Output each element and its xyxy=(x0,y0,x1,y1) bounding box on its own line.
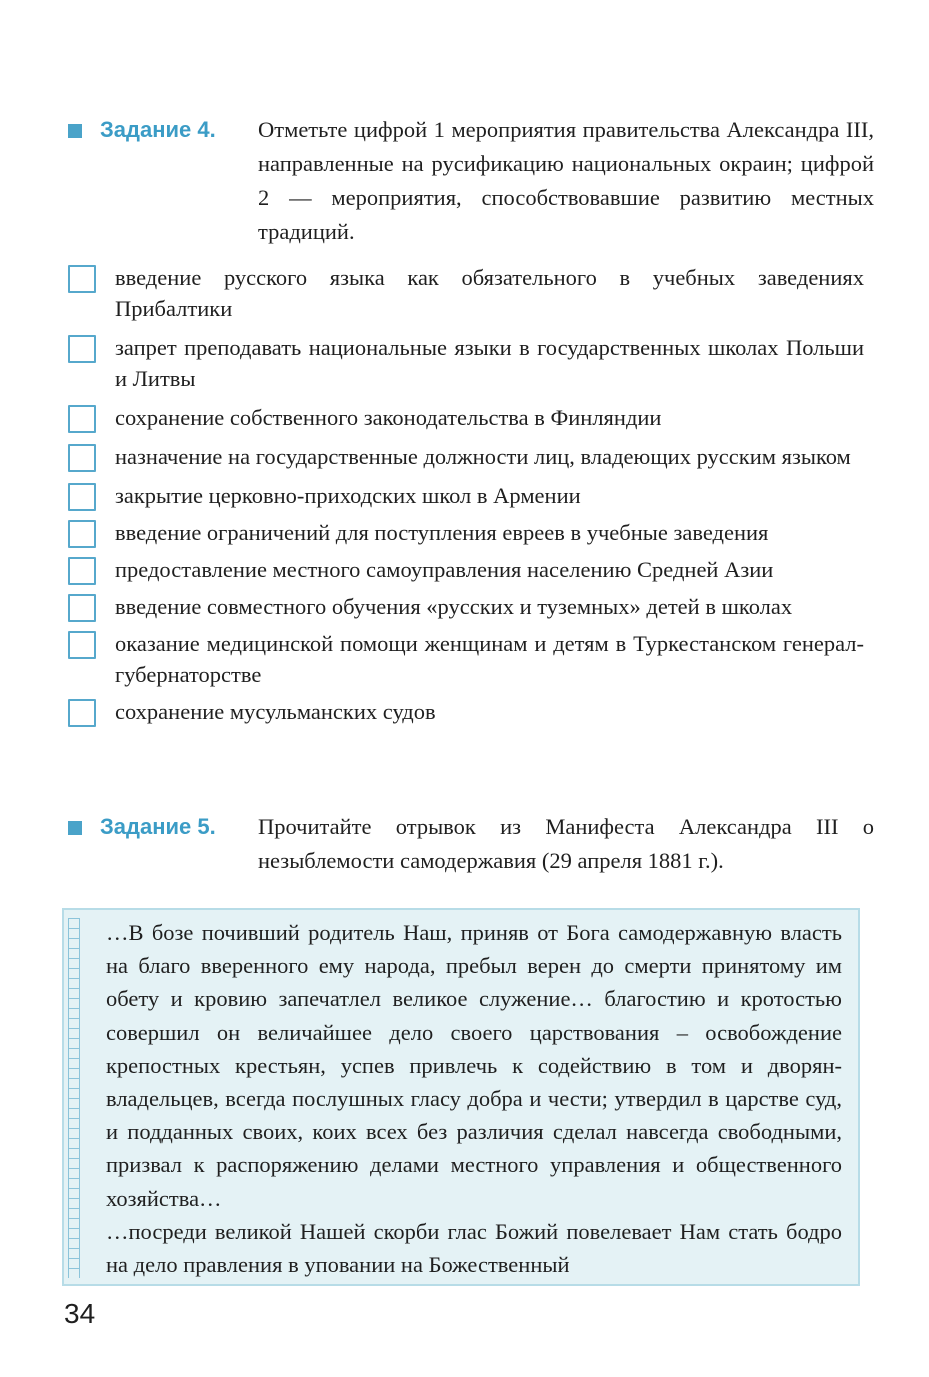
manifesto-quote-box xyxy=(62,908,860,1286)
option-text: закрытие церковно-приходских школ в Армении xyxy=(115,483,581,508)
task-4-options-list xyxy=(68,262,864,727)
answer-checkbox[interactable] xyxy=(68,699,96,727)
answer-checkbox[interactable] xyxy=(68,405,96,433)
option-item xyxy=(68,517,864,548)
quote-paragraph: …посреди великой Нашей скорби глас Божий повелевает Нам стать бодро на дело правления в уповании на Божественный xyxy=(106,1218,842,1278)
option-text: запрет преподавать национальные языки в государственных школах Польши и Литвы xyxy=(115,335,864,391)
option-text: назначение на государственные должности лиц, владеющих русским языком xyxy=(115,444,851,469)
option-text: введение ограничений для поступления евреев в учебные заведения xyxy=(115,520,769,545)
answer-checkbox[interactable] xyxy=(68,594,96,622)
answer-checkbox[interactable] xyxy=(68,557,96,585)
option-item xyxy=(68,332,864,394)
task-5-label: Задание 5. xyxy=(100,814,216,839)
option-text: предоставление местного самоуправления населению Средней Азии xyxy=(115,557,774,582)
option-text: сохранение собственного законодательства в Финляндии xyxy=(115,405,662,430)
option-item xyxy=(68,628,864,690)
task-4-label: Задание 4. xyxy=(100,117,216,142)
option-item xyxy=(68,554,864,585)
option-item xyxy=(68,441,864,472)
option-item xyxy=(68,591,864,622)
option-text: введение совместного обучения «русских и туземных» детей в школах xyxy=(115,594,793,619)
task-marker-icon xyxy=(68,821,82,835)
task-5-header xyxy=(68,810,874,878)
task-5-instructions: Прочитайте отрывок из Манифеста Александра III о незыблемости самодержавия (29 апреля 1881 г.). xyxy=(258,814,874,873)
option-item xyxy=(68,262,864,324)
quote-text xyxy=(106,916,842,1281)
option-item xyxy=(68,402,864,433)
task-4-instructions: Отметьте цифрой 1 мероприятия правительства Александра III, направленные на русификацию национальных окраин; цифрой 2 — мероприятия, способствовавшие развитию местных традиций. xyxy=(258,117,874,244)
option-item xyxy=(68,696,864,727)
option-text: оказание медицинской помощи женщинам и детям в Туркестанском генерал-губернаторстве xyxy=(115,631,864,687)
task-4-header xyxy=(68,113,874,249)
quote-paragraph: …В бозе почивший родитель Наш, приняв от Бога самодержавную власть на благо вверенного ему народа, пребыл верен до смерти принятому им обету и кровию запечатлел великое служение… благостию и кротостью совершил он величайшее дело своего царствования – освобождение крепостных крестьян, успев привлечь к содействию в том и дворян-владельцев, всегда послушных гласу добра и чести; утвердил в царстве суд, и подданных своих, коих всех без различия сделал навсегда свободными, призвал к распоряжению делами местного управления и общественного хозяйства… xyxy=(106,920,842,1211)
option-item xyxy=(68,480,864,511)
answer-checkbox[interactable] xyxy=(68,444,96,472)
answer-checkbox[interactable] xyxy=(68,631,96,659)
option-text: введение русского языка как обязательного в учебных заведениях Прибалтики xyxy=(115,265,864,321)
task-marker-icon xyxy=(68,124,82,138)
answer-checkbox[interactable] xyxy=(68,265,96,293)
option-text: сохранение мусульманских судов xyxy=(115,699,436,724)
answer-checkbox[interactable] xyxy=(68,520,96,548)
answer-checkbox[interactable] xyxy=(68,483,96,511)
decorative-border-pattern xyxy=(68,918,80,1278)
page-number: 34 xyxy=(64,1298,96,1329)
answer-checkbox[interactable] xyxy=(68,335,96,363)
